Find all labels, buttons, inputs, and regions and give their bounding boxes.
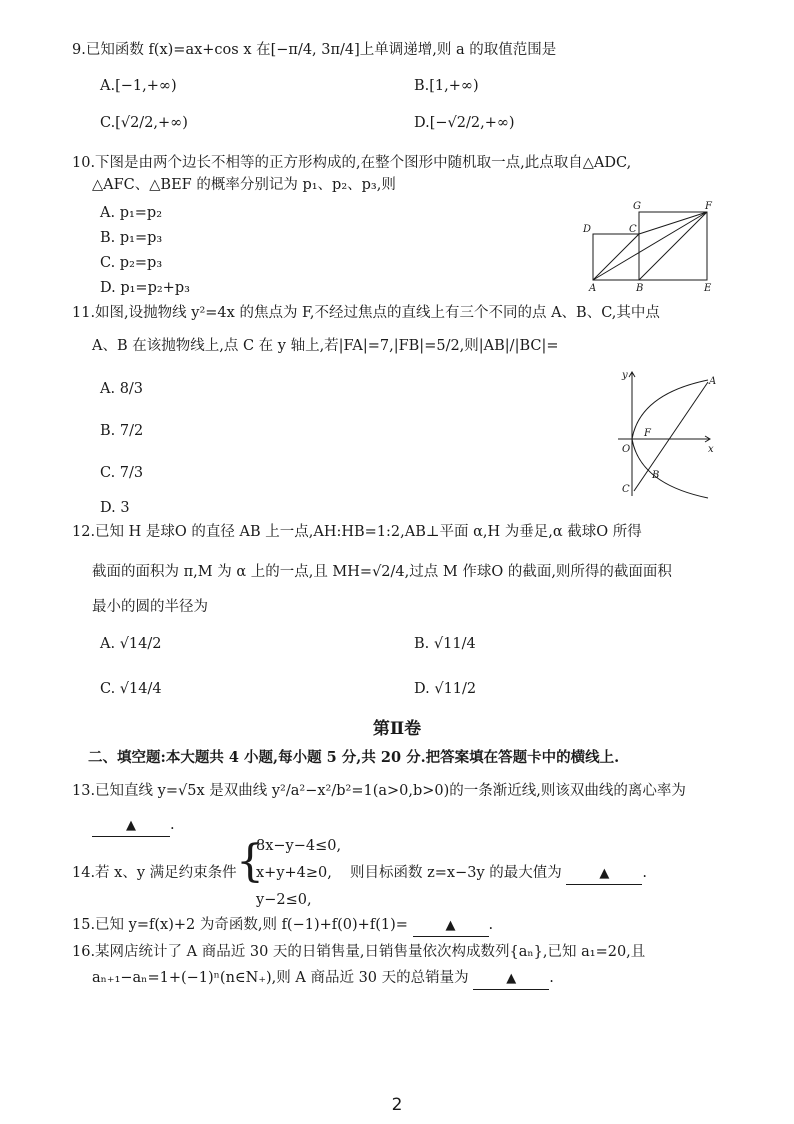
- q11-label-y: y: [622, 370, 628, 381]
- q11-option-b: B. 7/2: [100, 423, 144, 439]
- section2-heading: 二、填空题:本大题共 4 小题,每小题 5 分,共 20 分.把答案填在答题卡中的横线上.: [88, 749, 620, 766]
- part2-title: 第Ⅱ卷: [372, 719, 422, 739]
- q11-label-x: x: [708, 444, 714, 455]
- q13-answer-line: ▲ .: [92, 815, 175, 837]
- q15-line: 15.已知 y=f(x)+2 为奇函数,则 f(−1)+f(0)+f(1)= ▲ .: [72, 915, 493, 937]
- q9-option-d: D.[−√2/2,+∞): [414, 115, 515, 131]
- q16-triangle-marker: ▲: [506, 971, 517, 986]
- q13-answer-blank: [92, 815, 170, 837]
- q14-tail: 则目标函数 z=x−3y 的最大值为 ▲ .: [350, 863, 647, 885]
- q10-label-f: F: [705, 201, 712, 212]
- q12-line2: 截面的面积为 π,M 为 α 上的一点,且 MH=√2/4,过点 M 作球O 的截面,则所得的截面面积: [92, 564, 672, 580]
- q12-option-c: C. √14/4: [100, 681, 162, 697]
- q11-option-c: C. 7/3: [100, 465, 144, 481]
- q13-triangle-marker: ▲: [126, 818, 136, 833]
- q15-answer-blank: [413, 915, 489, 937]
- q9-option-c: C.[√2/2,+∞): [100, 115, 188, 131]
- q9-option-b: B.[1,+∞): [414, 78, 479, 94]
- q10-option-b: B. p₁=p₃: [100, 230, 163, 246]
- q16-line2: aₙ₊₁−aₙ=1+(−1)ⁿ(n∈N₊),则 A 商品近 30 天的总销量为 ▲ .: [92, 968, 554, 990]
- q14-constraint-2: x+y+4≥0,: [256, 865, 332, 881]
- q12-option-d: D. √11/2: [414, 681, 477, 697]
- q16-line2-text: aₙ₊₁−aₙ=1+(−1)ⁿ(n∈N₊),则 A 商品近 30 天的总销量为: [92, 970, 469, 986]
- q10-line1: 10.下图是由两个边长不相等的正方形构成的,在整个图形中随机取一点,此点取自△ADC,: [72, 155, 632, 171]
- q10-label-a: A: [589, 283, 597, 292]
- q11-parabola-figure: [610, 366, 720, 502]
- q12-option-b: B. √11/4: [414, 636, 476, 652]
- q14-answer-blank: [566, 863, 642, 885]
- q15-text: 15.已知 y=f(x)+2 为奇函数,则 f(−1)+f(0)+f(1)=: [72, 917, 408, 933]
- q14-triangle-marker: ▲: [599, 866, 610, 881]
- q11-label-f: F: [644, 428, 651, 439]
- page-number: 2: [391, 1095, 403, 1115]
- q12-option-a: A. √14/2: [100, 636, 162, 652]
- q11-line2: A、B 在该抛物线上,点 C 在 y 轴上,若|FA|=7,|FB|=5/2,则|AB|/|BC|=: [92, 338, 559, 354]
- q10-label-b: B: [636, 283, 644, 292]
- q11-label-a: A: [709, 376, 717, 387]
- q10-label-c: C: [629, 224, 637, 235]
- q10-option-a: A. p₁=p₂: [100, 205, 163, 221]
- q11-label-o: O: [622, 444, 631, 455]
- q11-line1: 11.如图,设抛物线 y²=4x 的焦点为 F,不经过焦点的直线上有三个不同的点 A、B、C,其中点: [72, 305, 660, 321]
- q10-option-d: D. p₁=p₂+p₃: [100, 280, 190, 296]
- q15-triangle-marker: ▲: [445, 918, 456, 933]
- q12-line1: 12.已知 H 是球O 的直径 AB 上一点,AH:HB=1:2,AB⊥平面 α,H 为垂足,α 截球O 所得: [72, 524, 642, 540]
- q16-line1: 16.某网店统计了 A 商品近 30 天的日销售量,日销售量依次构成数列{aₙ},已知 a₁=20,且: [72, 944, 646, 960]
- q10-option-c: C. p₂=p₃: [100, 255, 163, 271]
- q12-line3: 最小的圆的半径为: [92, 599, 208, 615]
- q9-stem: 9.已知函数 f(x)=ax+cos x 在[−π/4, 3π/4]上单调递增,则 a 的取值范围是: [72, 42, 557, 58]
- q14-brace: {: [236, 836, 264, 887]
- q14-intro: 14.若 x、y 满足约束条件: [72, 865, 237, 881]
- q14-constraint-1: 8x−y−4≤0,: [256, 838, 342, 854]
- q11-label-b: B: [652, 470, 660, 481]
- q10-line2: △AFC、△BEF 的概率分别记为 p₁、p₂、p₃,则: [92, 177, 396, 193]
- q14-tail-text: 则目标函数 z=x−3y 的最大值为: [350, 865, 562, 881]
- q10-label-e: E: [704, 283, 712, 292]
- q9-option-a: A.[−1,+∞): [100, 78, 177, 94]
- q11-option-a: A. 8/3: [100, 381, 144, 397]
- q16-answer-blank: [473, 968, 549, 990]
- q14-constraint-3: y−2≤0,: [256, 892, 312, 908]
- q10-label-g: G: [633, 201, 641, 212]
- q10-squares-figure: [578, 196, 718, 292]
- q11-label-c: C: [622, 484, 630, 495]
- q11-option-d: D. 3: [100, 500, 130, 516]
- q10-label-d: D: [583, 224, 592, 235]
- q13-line1: 13.已知直线 y=√5x 是双曲线 y²/a²−x²/b²=1(a>0,b>0)的一条渐近线,则该双曲线的离心率为: [72, 783, 686, 799]
